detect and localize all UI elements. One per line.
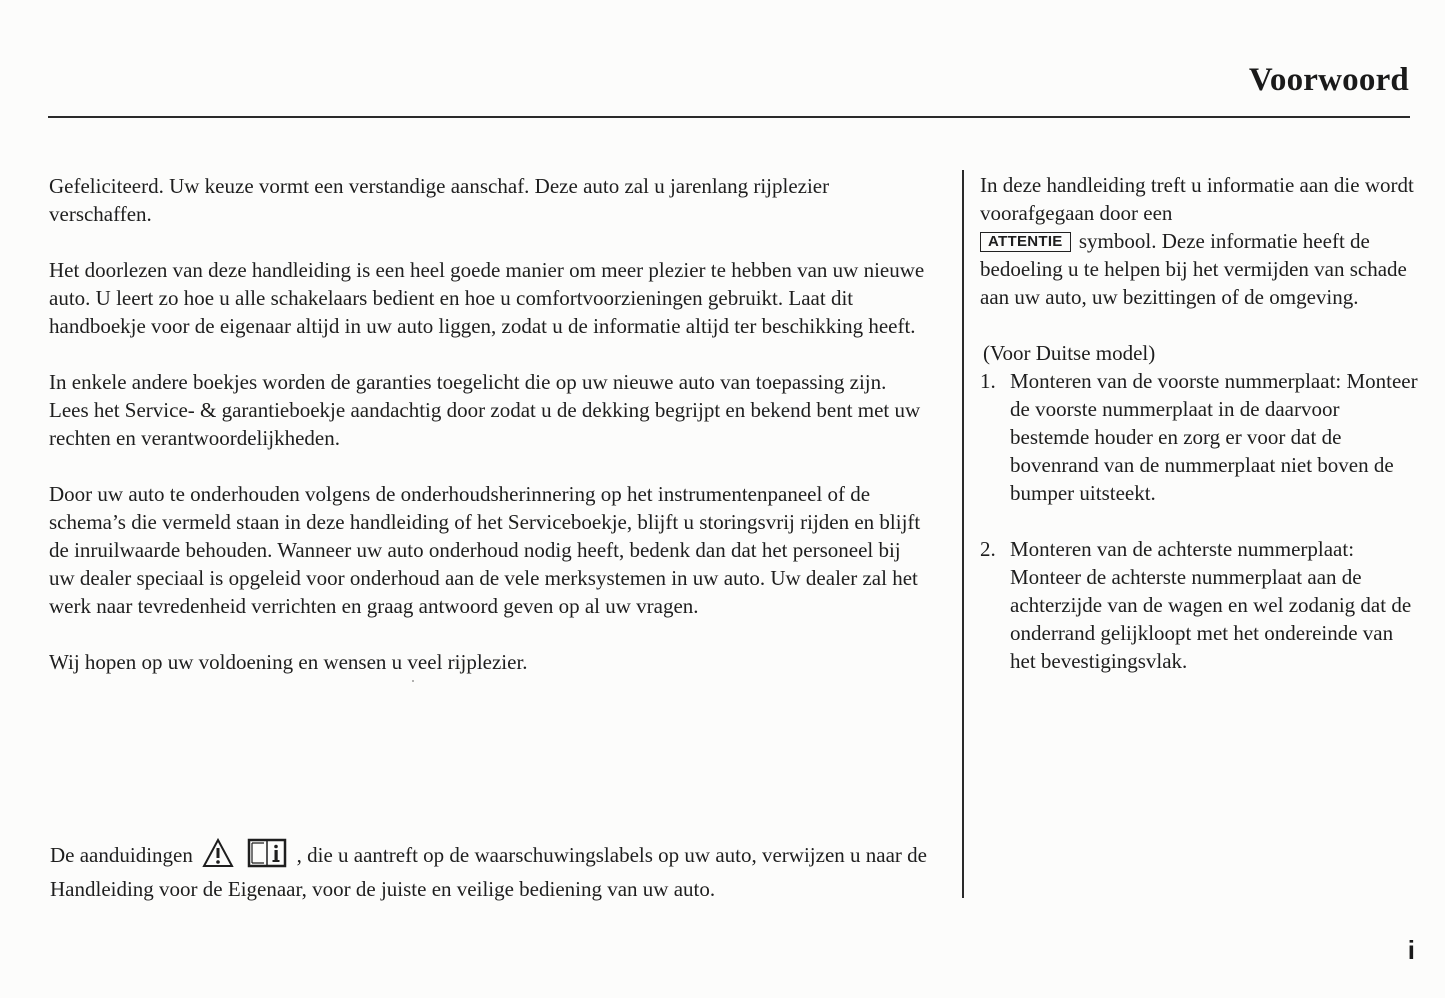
step-text: Monteren van de achterste nummerplaat: Monteer de achterste nummerplaat aan de achterzijde van de wagen en wel zodanig dat de onderrand gelijkloopt met het ondereinde van het bevestigingsvlak. [1010, 537, 1412, 673]
attentie-info [980, 171, 1420, 311]
closing-paragraph: Wij hopen op uw voldoening en wensen u veel rijplezier. [49, 650, 528, 674]
symbols-note-before: De aanduidingen [50, 843, 193, 867]
warranty-paragraph: In enkele andere boekjes worden de garanties toegelicht die op uw nieuwe auto van toepassing zijn. Lees het Service- & garantieboekje aandachtig door zodat u de dekking begrijpt en bekend bent met uw rechten en verantwoordelijkheden. [49, 370, 921, 450]
symbols-note [50, 838, 950, 903]
manual-book-icon [247, 838, 287, 875]
symbols-note-after: , die u aantreft op de waarschuwingslabels op uw auto, verwijzen u naar de Handleiding voor de Eigenaar, voor de juiste en veilige bediening van uw auto. [50, 843, 927, 901]
left-column [49, 172, 929, 676]
column-divider [962, 170, 964, 898]
list-item [980, 367, 1420, 507]
list-item [980, 535, 1420, 675]
step-number: 2. [980, 537, 996, 561]
right-column [980, 171, 1420, 675]
scan-speck [412, 680, 414, 682]
header-rule [48, 116, 1410, 118]
step-number: 1. [980, 369, 996, 393]
step-text: Monteren van de voorste nummerplaat: Monteer de voorste nummerplaat in de daarvoor bestemde houder en zorg er voor dat de bovenrand van de nummerplaat niet boven de bumper uitsteekt. [1010, 369, 1418, 505]
attentie-badge: ATTENTIE [980, 232, 1071, 252]
page-number: i [1407, 935, 1415, 965]
manual-paragraph: Het doorlezen van deze handleiding is een heel goede manier om meer plezier te hebben van uw nieuwe auto. U leert zo hoe u alle schakelaars bedient en hoe u comfortvoorzieningen gebruikt. Laat dit handboekje voor de eigenaar altijd in uw auto liggen, zodat u de informatie altijd ter beschikking heeft. [49, 258, 925, 338]
attentie-intro-after: symbool. Deze informatie heeft de bedoeling u te helpen bij het vermijden van schade aan uw auto, uw bezittingen of de omgeving. [980, 229, 1407, 309]
warning-triangle-icon [202, 838, 234, 875]
maintenance-paragraph: Door uw auto te onderhouden volgens de onderhoudsherinnering op het instrumentenpaneel of de schema’s die vermeld staan in deze handleiding of het Serviceboekje, blijft u storingsvrij rijden en blijft de inruilwaarde behouden. Wanneer uw auto onderhoud nodig heeft, bedenk dan dat het personeel bij uw dealer speciaal is opgeleid voor onderhoud aan de vele merksystemen in uw auto. Uw dealer zal het werk naar tevredenheid verrichten en graag antwoord geven op al uw vragen. [49, 482, 921, 618]
intro-paragraph: Gefeliciteerd. Uw keuze vormt een verstandige aanschaf. Deze auto zal u jarenlang rijplezier verschaffen. [49, 174, 830, 226]
page-title: Voorwoord [1248, 62, 1409, 98]
steps-list [980, 367, 1420, 675]
variant-label: (Voor Duitse model) [983, 341, 1156, 365]
attentie-intro-before: In deze handleiding treft u informatie aan die wordt voorafgegaan door een [980, 173, 1414, 225]
